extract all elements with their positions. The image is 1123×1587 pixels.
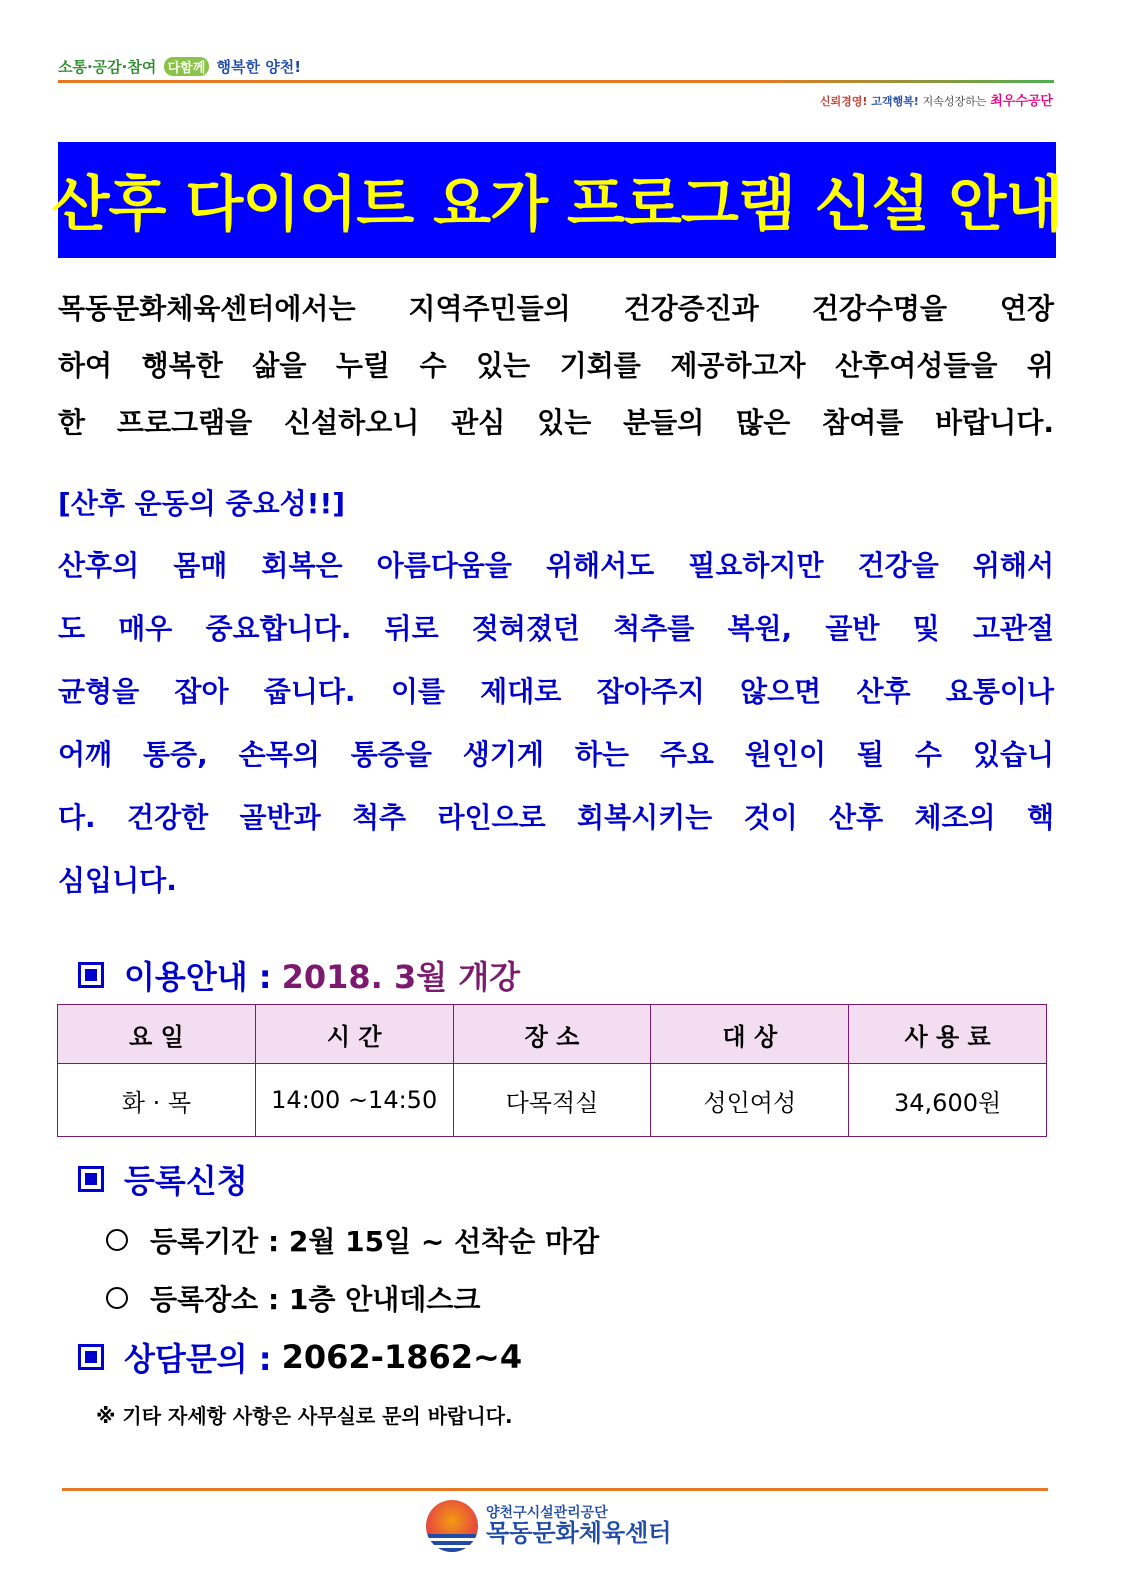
table-cell-place: 다목적실 [453, 1064, 651, 1137]
table-cell-fee: 34,600원 [849, 1064, 1047, 1137]
slogan-right-badge: 최우수공단 [990, 94, 1053, 109]
header-slogan-right [820, 90, 1053, 109]
table-cell-day: 화 · 목 [58, 1064, 256, 1137]
page-title: 산후 다이어트 요가 프로그램 신설 안내 [51, 170, 1063, 240]
table-cell-target: 성인여성 [651, 1064, 849, 1137]
intro-line: 한 프로그램을 신설하오니 관심 있는 분들의 많은 참여를 바랍니다. [58, 406, 1054, 439]
table-header-row [58, 1005, 1047, 1064]
importance-paragraph [58, 534, 1054, 912]
slogan-left-part3: 행복한 [216, 58, 260, 76]
slogan-left-badge: 다함께 [164, 57, 210, 76]
usage-label: 이용안내 : [124, 958, 272, 996]
table-header-cell: 대 상 [651, 1005, 849, 1064]
registration-period-text: 등록기간 : 2월 15일 ~ 선착순 마감 [150, 1225, 600, 1258]
importance-line: 균형을 잡아 줍니다. 이를 제대로 잡아주지 않으면 산후 요통이나 [58, 675, 1054, 708]
circle-bullet-icon [106, 1287, 128, 1309]
table-cell-time: 14:00 ~14:50 [255, 1064, 453, 1137]
slogan-left-part4: 양천! [265, 58, 302, 76]
registration-label: 등록신청 [124, 1162, 248, 1200]
intro-line: 하여 행복한 삶을 누릴 수 있는 기회를 제공하고자 산후여성들을 위 [58, 349, 1054, 382]
usage-value: 2018. 3월 개강 [281, 958, 521, 996]
table-header-cell: 시 간 [255, 1005, 453, 1064]
footnote: ※ 기타 자세항 사항은 사무실로 문의 바랍니다. [96, 1404, 513, 1428]
contact-label: 상담문의 : [124, 1340, 272, 1378]
table-header-cell: 요 일 [58, 1005, 256, 1064]
table-header-cell: 사 용 료 [849, 1005, 1047, 1064]
slogan-right-part1: 신뢰경영! [819, 95, 868, 108]
footer-org-name: 양천구시설관리공단 [486, 1505, 608, 1522]
table-row [58, 1064, 1047, 1137]
header-slogan-left [58, 56, 301, 77]
slogan-left-part1: 소통·공감·참여 [58, 58, 157, 76]
table-header-cell: 장 소 [453, 1005, 651, 1064]
contact-phone: 2062-1862~4 [281, 1338, 523, 1376]
importance-line: 산후의 몸매 회복은 아름다움을 위해서도 필요하지만 건강을 위해서 [58, 549, 1054, 582]
importance-heading: [산후 운동의 중요성!!] [58, 487, 346, 520]
importance-line: 어깨 통증, 손목의 통증을 생기게 하는 주요 원인이 될 수 있습니 [58, 738, 1054, 771]
slogan-right-part2: 고객행복! [871, 95, 919, 108]
schedule-table [57, 1004, 1047, 1137]
title-banner [51, 142, 1063, 258]
registration-place [106, 1278, 480, 1318]
intro-line: 목동문화체육센터에서는 지역주민들의 건강증진과 건강수명을 연장 [58, 292, 1054, 325]
footer-center-name: 목동문화체육센터 [486, 1518, 672, 1547]
footer-logo [426, 1496, 706, 1556]
header-divider [58, 80, 1054, 83]
footer-divider [62, 1488, 1048, 1491]
importance-line: 다. 건강한 골반과 척추 라인으로 회복시키는 것이 산후 체조의 핵 [58, 801, 1054, 834]
circle-bullet-icon [106, 1229, 128, 1251]
registration-place-text: 등록장소 : 1층 안내데스크 [150, 1283, 481, 1316]
registration-section-heading [78, 1156, 248, 1202]
importance-line: 도 매우 중요합니다. 뒤로 젖혀졌던 척추를 복원, 골반 및 고관절 [58, 612, 1054, 645]
square-bullet-icon [78, 962, 104, 988]
intro-paragraph [58, 280, 1054, 451]
usage-section-heading [78, 952, 520, 998]
slogan-right-part3: 지속성장하는 [922, 95, 987, 108]
sun-logo-icon [426, 1500, 478, 1552]
importance-line: 심입니다. [58, 864, 177, 897]
registration-period [106, 1220, 599, 1260]
square-bullet-icon [78, 1166, 104, 1192]
square-bullet-icon [78, 1344, 104, 1370]
contact-section-heading [78, 1334, 522, 1380]
